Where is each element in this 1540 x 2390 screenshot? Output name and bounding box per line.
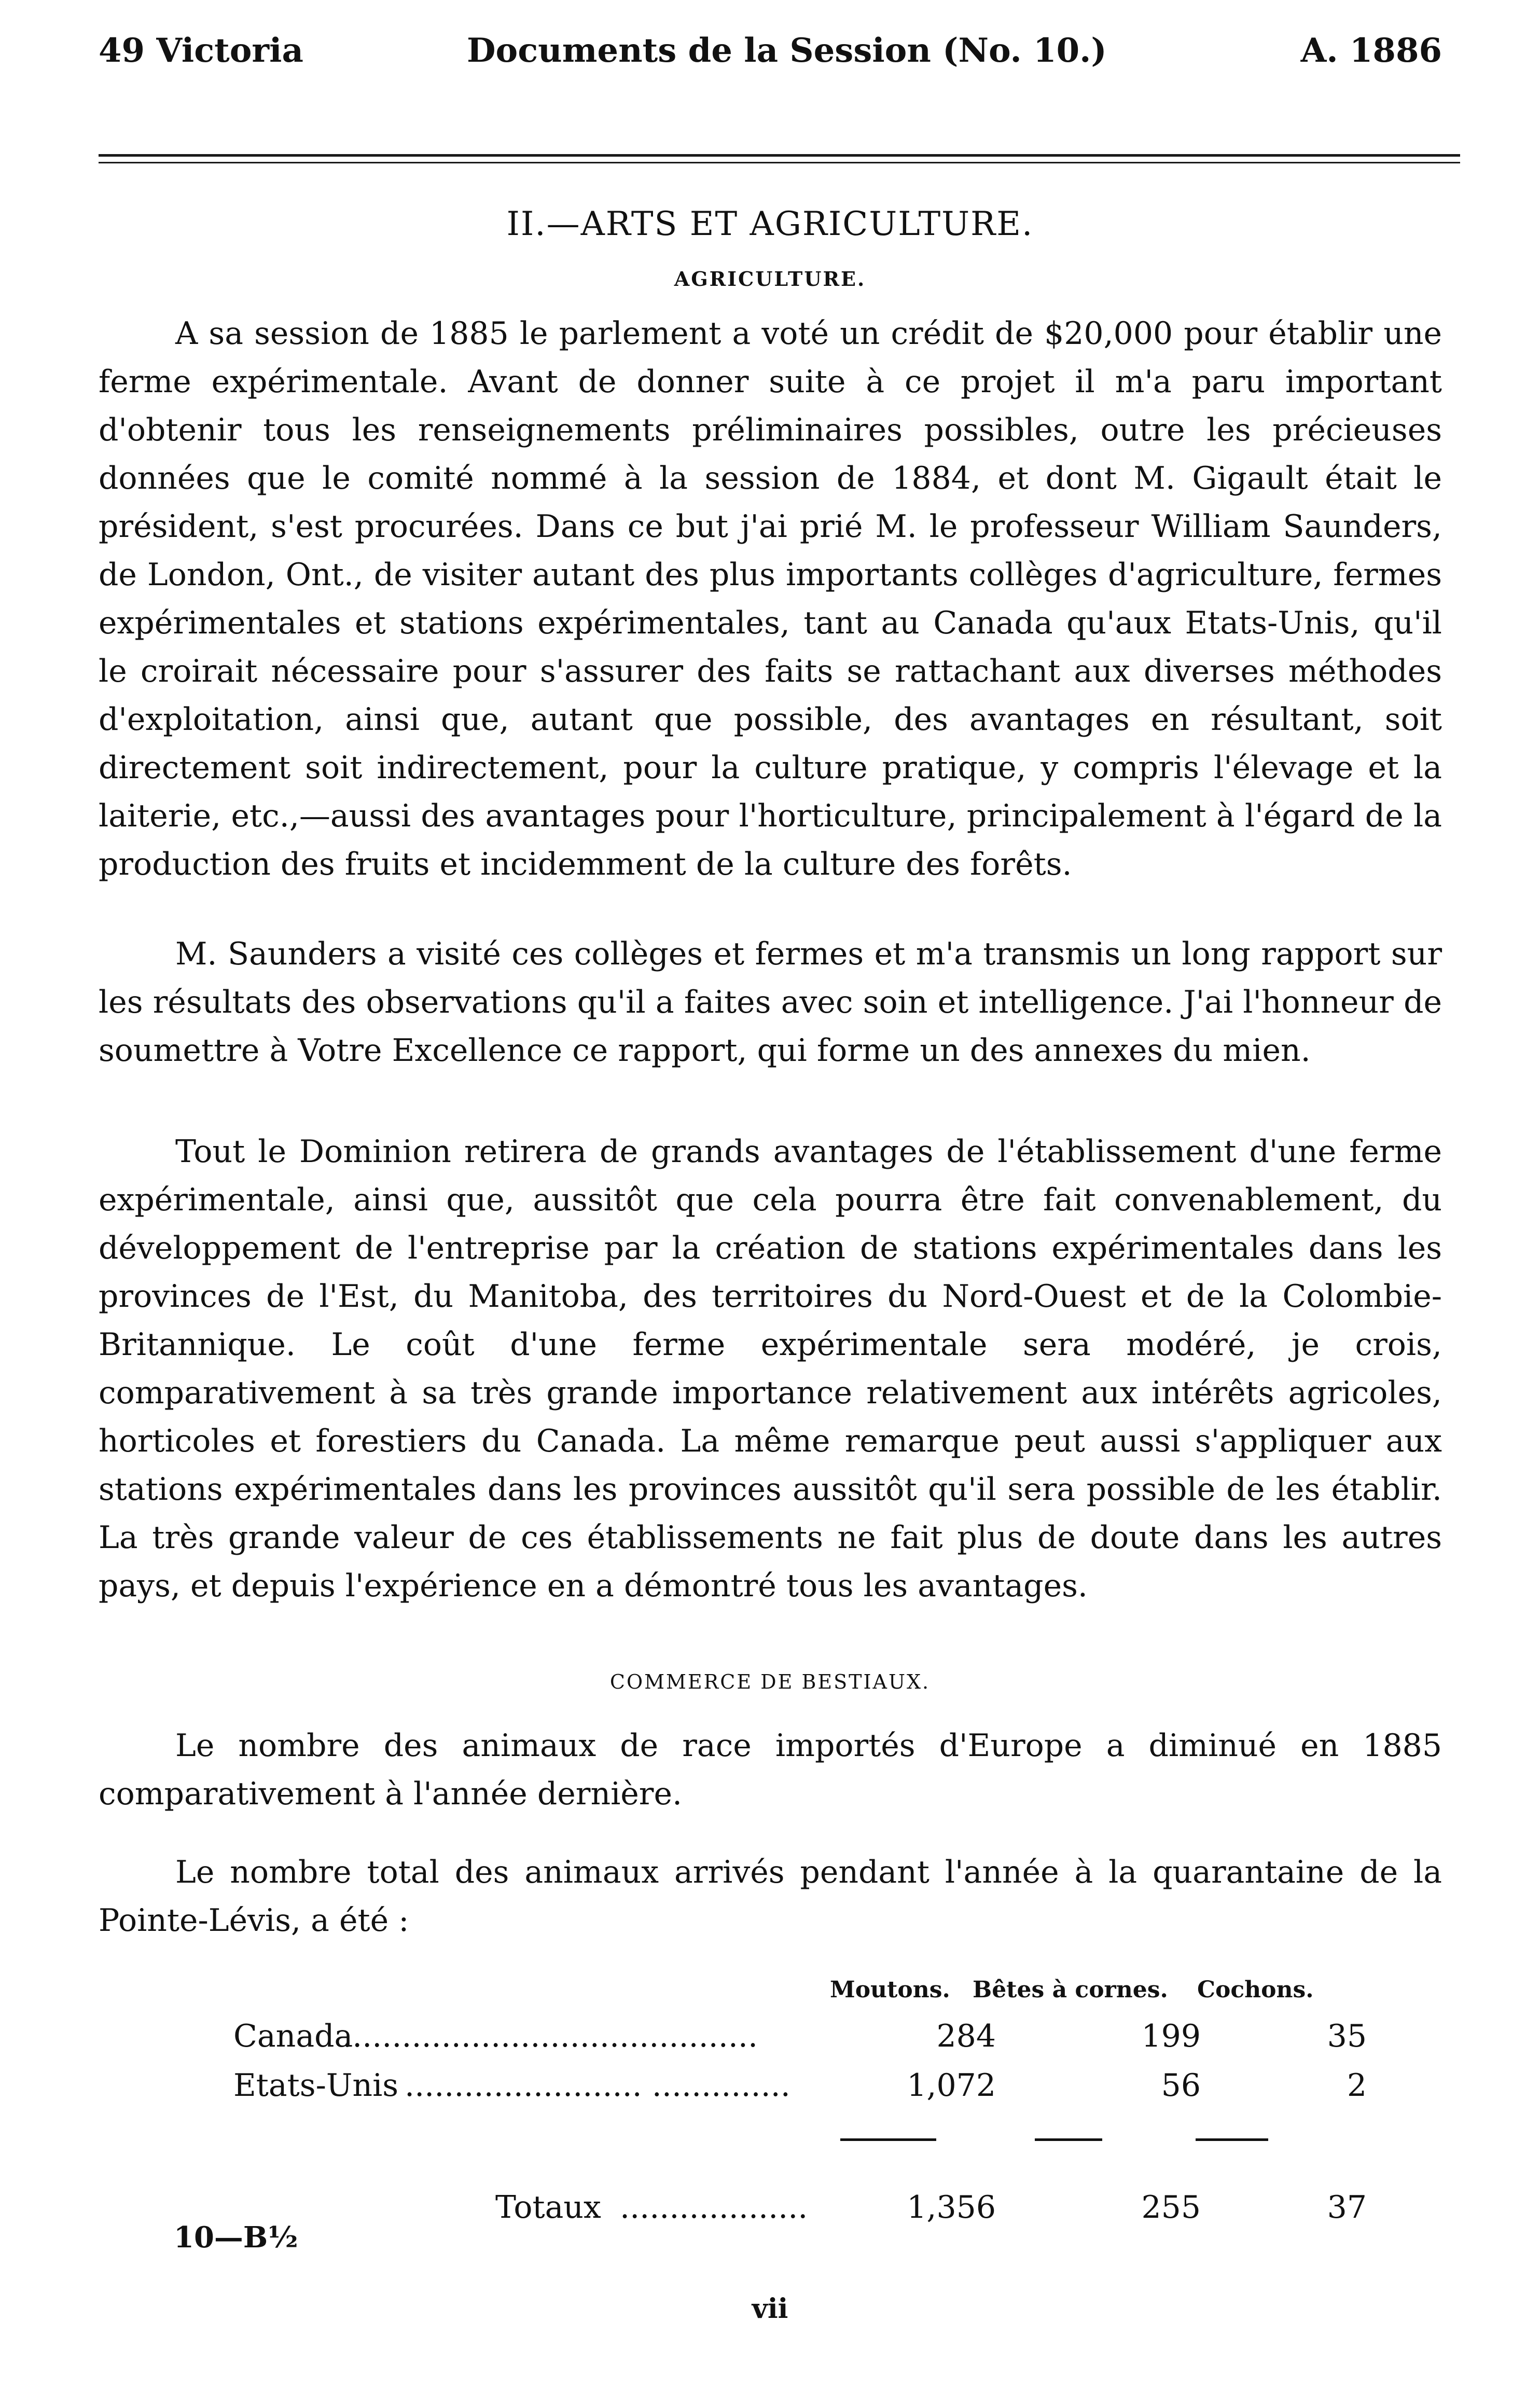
row-label: Etats-Unis [233,2067,399,2104]
section-subtitle: AGRICULTURE. [674,267,866,291]
paragraph-1-text: A sa session de 1885 le parlement a voté un crédit de $20,000 pour établir une ferme expérimentale. Avant de donner suite à ce projet il m'a paru important d'obtenir tous les renseignements préliminaires possibles, outre les précieuses données que le comité nommé à la session de 1884, et dont M. Gigault était le président, s'est procurées. Dans ce but j'ai prié M. le professeur William Saunders, de London, Ont., de visiter autant des plus importants collèges d'agriculture, fermes expérimentales et stations expérimentales, tant au Canada qu'aux Etats-Unis, qu'il le croirait nécessaire pour s'assurer des faits se rattachant aux diverses méthodes d'exploitation, ainsi que, autant que possible, des avantages en résultant, soit directement soit indirectement, pour la culture pratique, y compris l'élevage et la laiterie, etc.,—aussi des avantages pour l'horticulture, principalement à l'égard de la production des fruits et incidemment de la culture des forêts. [99,315,1442,882]
leader-dots: ........................ .............. [405,2067,790,2104]
total-cochons: 37 [1327,2189,1367,2226]
leader-dots: ................... [620,2189,808,2226]
table-row [99,2018,1442,2065]
row-label: Canada [233,2018,353,2054]
column-header-cochons: Cochons. [1197,1977,1314,2003]
paragraph-1 [99,310,1442,889]
total-label: Totaux [495,2189,601,2226]
total-betes: 255 [1141,2189,1201,2226]
cell-betes: 199 [1141,2018,1201,2054]
paragraph-3 [99,1128,1442,1610]
column-header-moutons: Moutons. [830,1977,950,2003]
column-header-betes: Bêtes à cornes. [973,1977,1168,2003]
sum-rule-cochons [1196,2138,1268,2141]
header-right: A. 1886 [1300,31,1442,70]
cell-cochons: 2 [1347,2067,1367,2104]
cell-moutons: 1,072 [907,2067,996,2104]
subheading-commerce: COMMERCE DE BESTIAUX. [609,1670,931,1693]
cell-cochons: 35 [1327,2018,1367,2054]
leader-dots: .......................................... [342,2018,758,2054]
paragraph-5 [99,1848,1442,1945]
header-rule-thick [99,154,1460,157]
cell-betes: 56 [1161,2067,1201,2104]
sum-rule-betes [1035,2138,1102,2141]
paragraph-4-text: Le nombre des animaux de race importés d'Europe a diminué en 1885 comparativement à l'année dernière. [99,1728,1442,1812]
section-title: II.—ARTS ET AGRICULTURE. [506,205,1034,243]
sum-rule-moutons [840,2138,936,2141]
cell-moutons: 284 [936,2018,996,2054]
total-moutons: 1,356 [907,2189,996,2226]
paragraph-2-text: M. Saunders a visité ces collèges et fermes et m'a transmis un long rapport sur les résultats des observations qu'il a faites avec soin et intelligence. J'ai l'honneur de soumettre à Votre Excellence ce rapport, qui forme un des annexes du mien. [99,936,1442,1069]
running-header [99,31,1442,93]
table-row [99,2067,1442,2114]
header-center: Documents de la Session (No. 10.) [467,31,1107,70]
page-number: vii [752,2293,788,2325]
paragraph-5-text: Le nombre total des animaux arrivés pendant l'année à la quarantaine de la Pointe-Lévis, a été : [99,1854,1442,1939]
paragraph-4 [99,1722,1442,1818]
paragraph-2 [99,930,1442,1075]
table-total-row [99,2189,1442,2236]
header-left: 49 Victoria [99,31,303,70]
signature-mark: 10—B½ [174,2220,298,2255]
header-rule-thin [99,162,1460,163]
paragraph-3-text: Tout le Dominion retirera de grands avantages de l'établissement d'une ferme expérimentale, ainsi que, aussitôt que cela pourra être fait convenablement, du développement de l'entreprise par la création de stations expérimentales dans les provinces de l'Est, du Manitoba, des territoires du Nord-Ouest et de la Colombie-Britannique. Le coût d'une ferme expérimentale sera modéré, je crois, comparativement à sa très grande importance relativement aux intérêts agricoles, horticoles et forestiers du Canada. La même remarque peut aussi s'appliquer aux stations expérimentales dans les provinces aussitôt qu'il sera possible de les établir. La très grande valeur de ces établissements ne fait plus de doute dans les autres pays, et depuis l'expérience en a démontré tous les avantages. [99,1134,1442,1604]
